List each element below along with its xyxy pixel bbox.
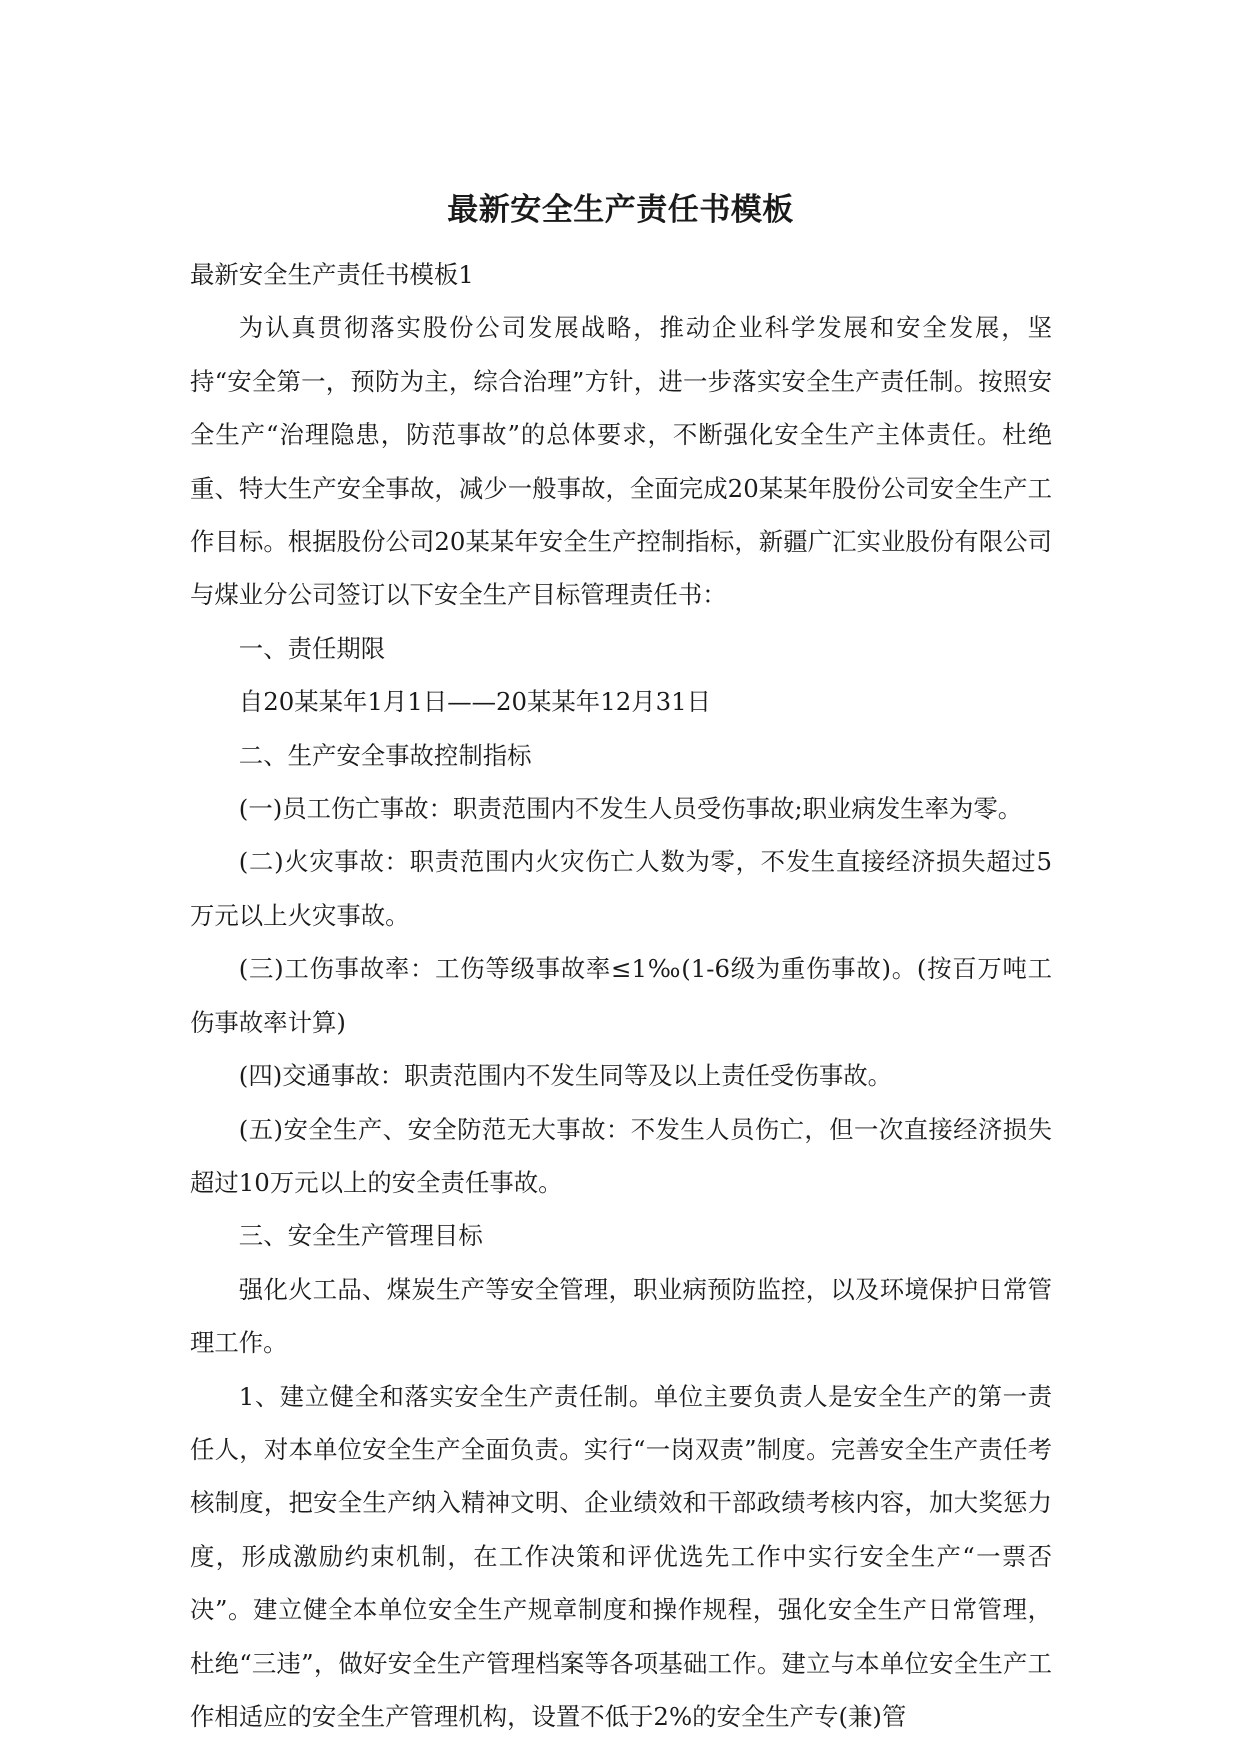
- document-subtitle: 最新安全生产责任书模板1: [190, 260, 474, 289]
- body-paragraph: 1、建立健全和落实安全生产责任制。单位主要负责人是安全生产的第一责任人，对本单位安全生产全面负责。实行“一岗双责”制度。完善安全生产责任考核制度，把安全生产纳入精神文明、企业绩效和干部政绩考核内容，加大奖惩力度，形成激励约束机制，在工作决策和评优选先工作中实行安全生产“一票否决”。建立健全本单位安全生产规章制度和操作规程，强化安全生产日常管理，杜绝“三违”，做好安全生产管理档案等各项基础工作。建立与本单位安全生产工作相适应的安全生产管理机构，设置不低于2%的安全生产专(兼)管: [190, 1381, 1052, 1731]
- body-paragraph: 为认真贯彻落实股份公司发展战略，推动企业科学发展和安全发展，坚持“安全第一，预防为主，综合治理”方针，进一步落实安全生产责任制。按照安全生产“治理隐患，防范事故”的总体要求，不断强化安全生产主体责任。杜绝重、特大生产安全事故，减少一般事故，全面完成20某某年股份公司安全生产工作目标。根据股份公司20某某年安全生产控制指标，新疆广汇实业股份有限公司与煤业分公司签订以下安全生产目标管理责任书：: [190, 313, 1052, 610]
- body-paragraph: 二、生产安全事故控制指标: [238, 740, 532, 770]
- body-paragraph: (四)交通事故：职责范围内不发生同等及以上责任受伤事故。: [238, 1061, 892, 1091]
- body-paragraph: 一、责任期限: [238, 633, 386, 663]
- document-title: 最新安全生产责任书模板: [447, 192, 794, 228]
- body-paragraph: (二)火灾事故：职责范围内火灾伤亡人数为零，不发生直接经济损失超过5万元以上火灾事故。: [190, 847, 1052, 930]
- body-paragraph: 三、安全生产管理目标: [238, 1221, 483, 1251]
- body-paragraph: (三)工伤事故率：工伤等级事故率≤1‰(1-6级为重伤事故)。(按百万吨工伤事故率计算): [190, 954, 1052, 1037]
- body-paragraph: 自20某某年1月1日——20某某年12月31日: [238, 687, 712, 717]
- document-body: [190, 248, 1052, 1743]
- body-paragraph: 强化火工品、煤炭生产等安全管理，职业病预防监控，以及环境保护日常管理工作。: [190, 1274, 1052, 1358]
- body-paragraph: (五)安全生产、安全防范无大事故：不发生人员伤亡，但一次直接经济损失超过10万元以上的安全责任事故。: [190, 1114, 1052, 1197]
- body-paragraph: (一)员工伤亡事故：职责范围内不发生人员受伤事故;职业病发生率为零。: [238, 794, 1023, 824]
